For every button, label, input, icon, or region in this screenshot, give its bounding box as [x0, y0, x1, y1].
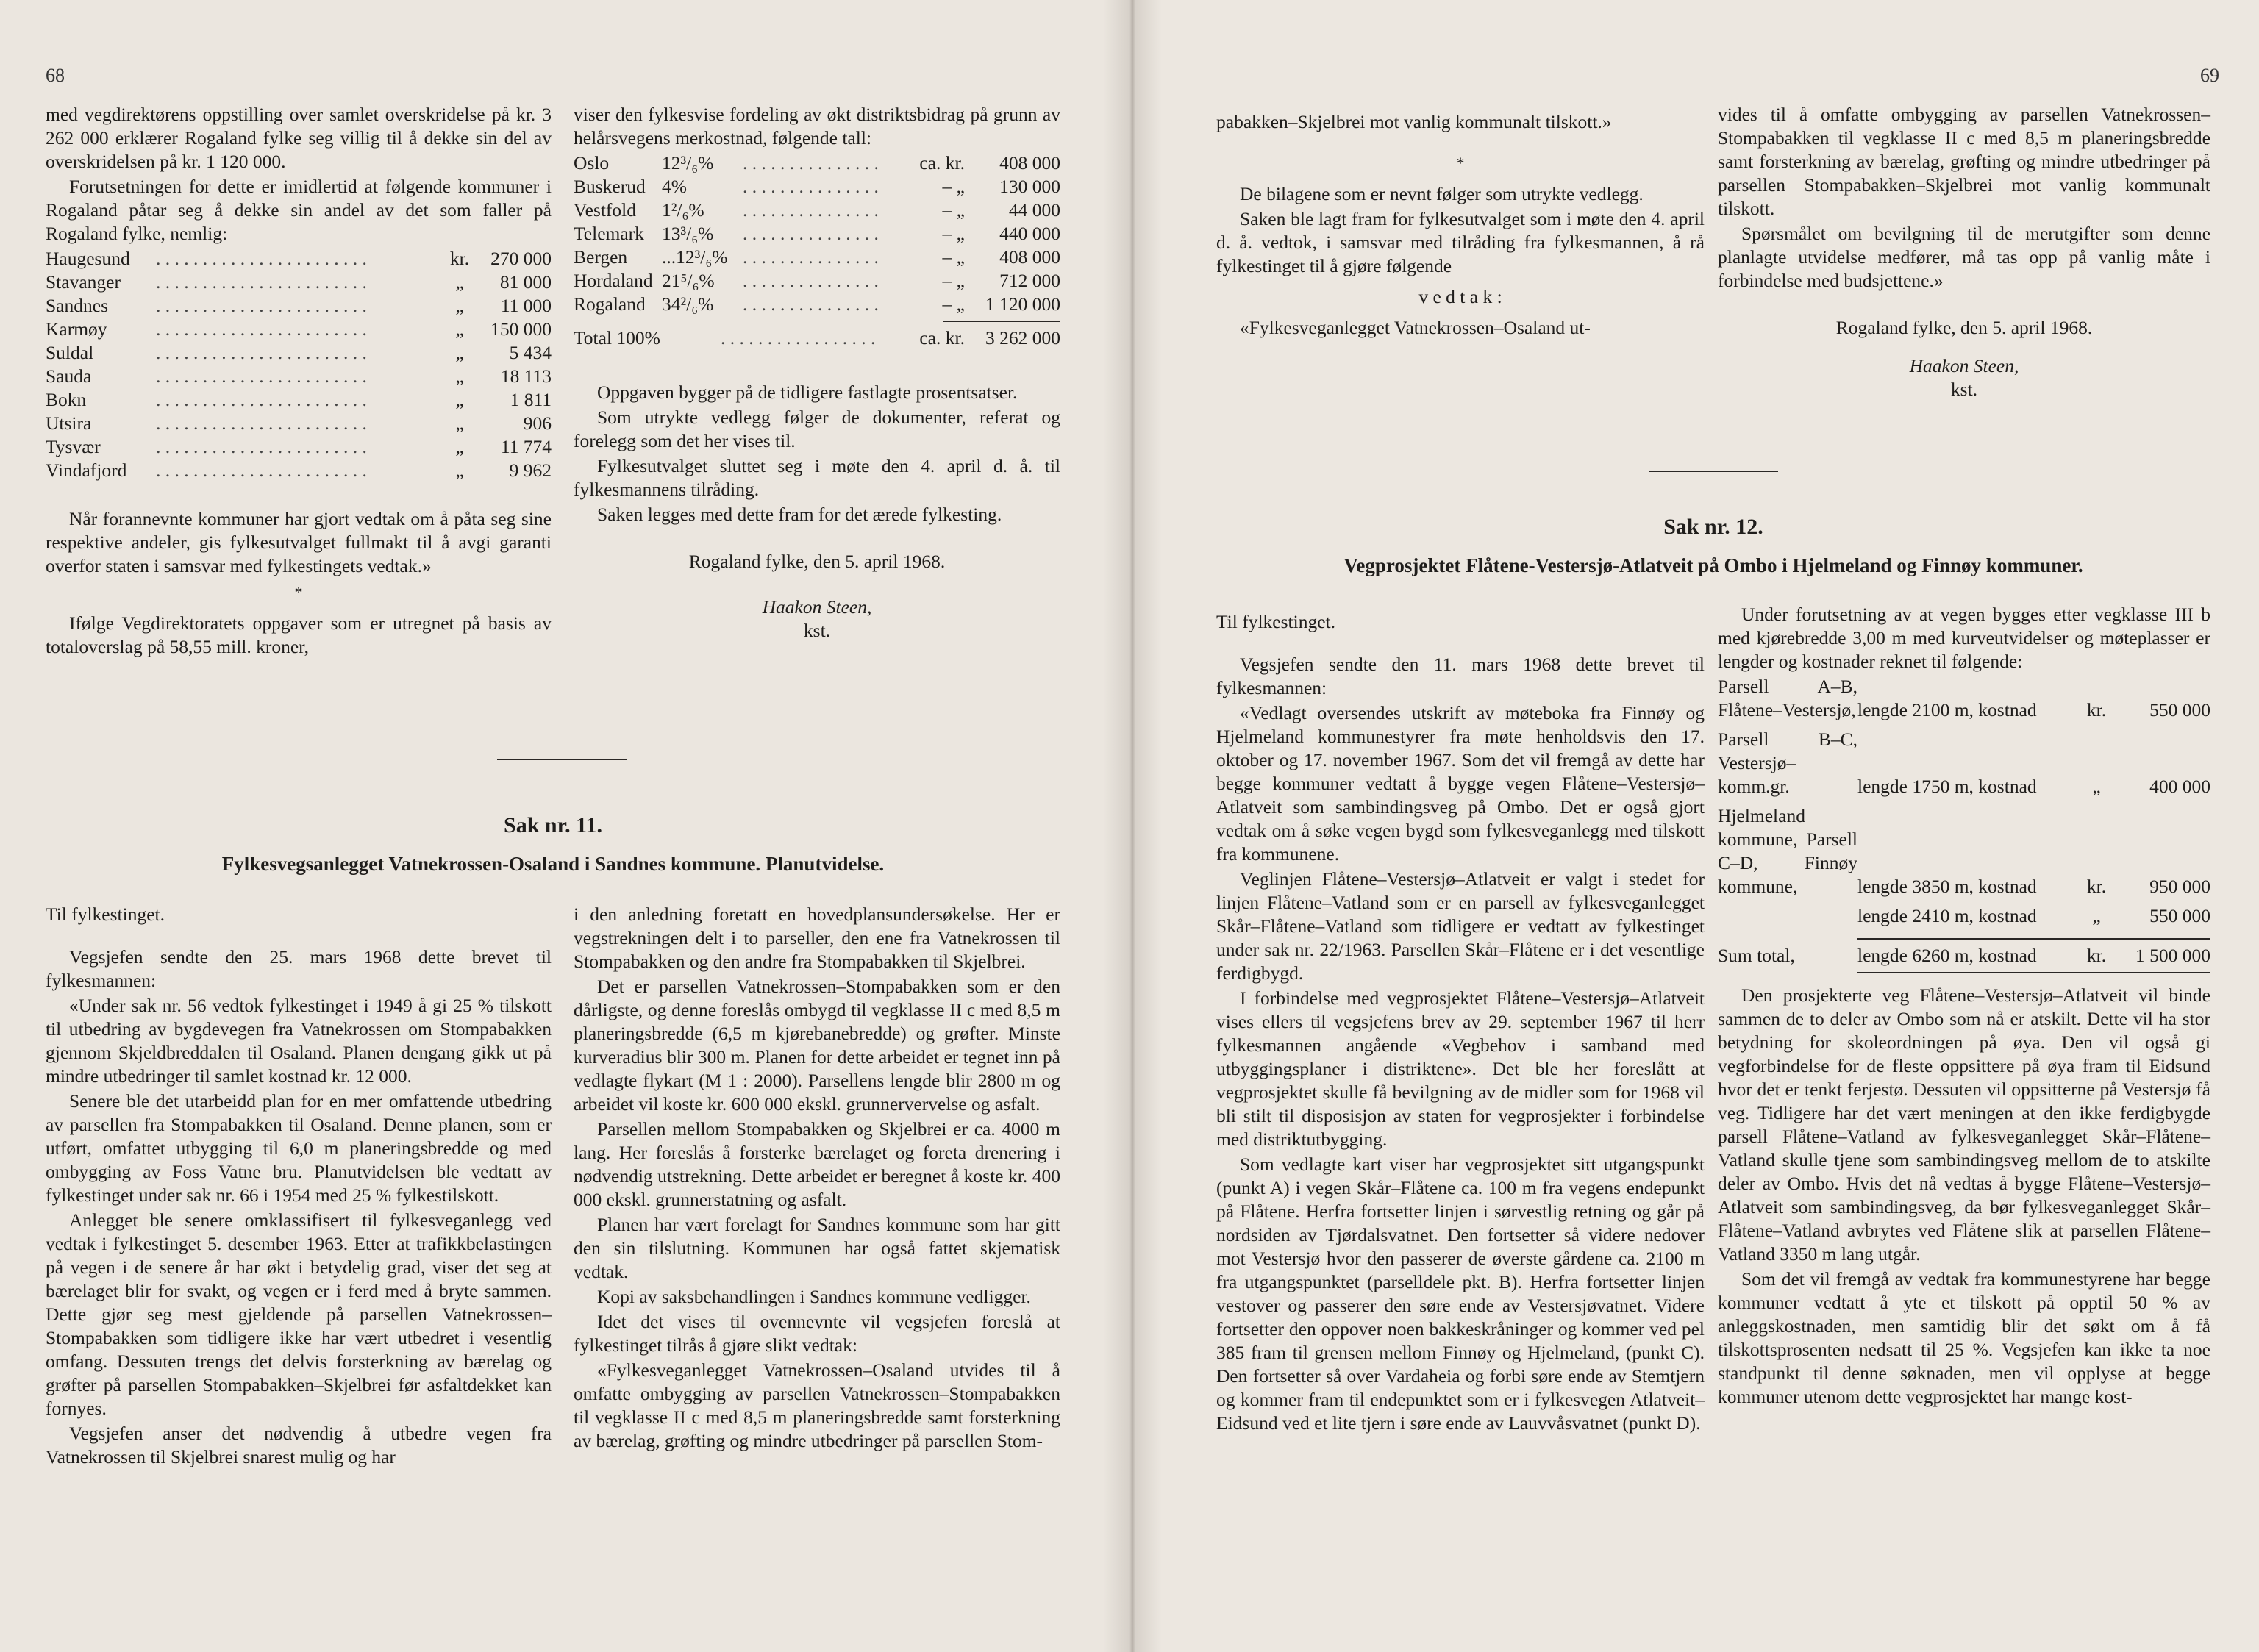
- kommune-name: Sandnes: [46, 295, 108, 316]
- right-col1-upper: [1216, 110, 1705, 341]
- total-label: Total 100%: [574, 327, 660, 348]
- paragraph: Saken ble lagt fram for fylkesutvalget som i møte den 4. april d. å. vedtok, i samsvar med tilråding fra fylkesmannen, å rå fylkestinget til å gjøre følgende: [1216, 208, 1705, 276]
- salutation: Til fylkestinget.: [46, 904, 165, 925]
- amount: 270 000: [490, 248, 552, 269]
- dot-leader: . . . . . . . . . . . . . . . . . . . . . . .: [156, 460, 367, 481]
- table-row: [46, 247, 552, 271]
- paragraph: «Vedlagt oversendes utskrift av møteboka fra Finnøy og Hjelmeland kommunestyrer fra møte henholdsvis den 17. oktober og 17. november 1967. Som det vil fremgå av dette har begge kommuner vedtatt å bygge vegen Flåtene–Vestersjø–Atlatveit som sambindingsveg på Ombo. Det er også gjort vedtak om å søke vegen bygd som fylkesveganlegg med tilskott fra kommunene.: [1216, 702, 1705, 865]
- fylke-name: Oslo: [574, 152, 610, 174]
- kommune-name: Utsira: [46, 412, 92, 434]
- percentage: 13³/₆%: [662, 223, 714, 244]
- left-col2-upper: [574, 103, 1060, 643]
- amount: 5 434: [509, 342, 552, 363]
- paragraph: Planen har vært forelagt for Sandnes kommune som har gitt den sin tilslutning. Kommunen har også fattet skjematisk vedtak.: [574, 1214, 1060, 1282]
- signature-title: kst.: [803, 620, 831, 641]
- paragraph: Under forutsetning av at vegen bygges etter vegklasse III b med kjørebredde 3,00 m med kurveutvidelser og møteplasser er lengder og kostnader reknet til følgende:: [1718, 604, 2210, 672]
- paragraph: Saken legges med dette fram for det ærede fylkesting.: [597, 504, 1002, 525]
- currency: „: [455, 436, 464, 457]
- paragraph: «Fylkesveganlegget Vatnekrossen–Osaland ut-: [1240, 317, 1591, 338]
- paragraph: Vegsjefen anser det nødvendig å utbedre vegen fra Vatnekrossen til Skjelbrei snarest mulig og har: [46, 1423, 552, 1467]
- page-number-left: 68: [46, 65, 65, 86]
- parsell-total: [1718, 944, 2210, 968]
- dot-leader: . . . . . . . . . . . . . . . . . . . . . . .: [156, 318, 367, 340]
- table-row: [46, 412, 552, 435]
- kommune-name: Sauda: [46, 365, 92, 387]
- signature: Haakon Steen,: [762, 596, 872, 618]
- dot-leader: . . . . . . . . . . . . . . . . . . . . . . .: [156, 271, 367, 293]
- percentage: 12³/₆%: [662, 152, 714, 174]
- paragraph: I forbindelse med vegprosjektet Flåtene–Vestersjø–Atlatveit vises ellers til vegsjefens brev av 29. september 1967 til herr fylkesmannen angående «Vegbehov i samband med utbyggingsplaner i distriktene». Det ble her foreslått at vegprosjektet skulle få bevilgning av de midler som for 1968 vil bli stilt til disposisjon av staten for vegprosjekter i forbindelse med distriktutbygging.: [1216, 987, 1705, 1150]
- dot-leader: . . . . . . . . . . . . . . . . . . . . . . .: [156, 342, 367, 363]
- paragraph: «Fylkesveganlegget Vatnekrossen–Osaland utvides til å omfatte ombygging av parsellen Vatnekrossen–Stompabakken til vegklasse II c med 8,5 m planeringsbredde samt forsterkning av bærelag, grøfting og mindre utbedringer på parsellen Stom-: [574, 1359, 1060, 1451]
- table-row: [1718, 904, 2210, 934]
- currency: – „: [942, 176, 965, 197]
- parsell-label: Parsell A–B, Flåtene–Vestersjø,: [1718, 676, 1857, 720]
- amount: 400 000: [2149, 776, 2210, 797]
- dot-leader: . . . . . . . . . . . . . . .: [743, 176, 879, 197]
- paragraph: i den anledning foretatt en hovedplansundersøkelse. Her er vegstrekningen delt i to parseller, den ene fra Vatnekrossen til Stompabakken og den andre fra Stompabakken til Skjelbrei.: [574, 904, 1060, 972]
- fylke-name: Vestfold: [574, 199, 636, 221]
- table-row: [1718, 675, 2210, 728]
- signature: Haakon Steen,: [1909, 355, 2019, 376]
- kommune-name: Stavanger: [46, 271, 121, 293]
- total-label: Sum total,: [1718, 945, 1795, 966]
- paragraph: med vegdirektørens oppstilling over samlet overskridelse på kr. 3 262 000 erklærer Rogaland fylke seg villig til å dekke sin del av overskridelsen på kr. 1 120 000.: [46, 104, 552, 172]
- table-row: [574, 222, 1060, 246]
- total-amount: 3 262 000: [985, 327, 1060, 348]
- dot-leader: . . . . . . . . . . . . . . .: [743, 293, 879, 315]
- right-col2-upper: [1718, 103, 2210, 401]
- parsell-label: Parsell B–C, Vestersjø–komm.gr.: [1718, 729, 1857, 797]
- currency: ca. kr.: [919, 152, 965, 174]
- paragraph: Fylkesutvalget sluttet seg i møte den 4. april d. å. til fylkesmannens tilråding.: [574, 455, 1060, 500]
- paragraph: Senere ble det utarbeidd plan for en mer omfattende utbedring av parsellen fra Stompabakken til Osaland. Denne planen, som er utført, omfattet utbygging til 6,0 m planeringsbredde og med ombygging av Foss Vatne bru. Planutvidelsen ble vedtatt av fylkestinget under sak nr. 66 i 1954 med 25 % fylkestilskott.: [46, 1090, 552, 1206]
- paragraph: Spørsmålet om bevilgning til de merutgifter som denne planlagte utvidelse medfører, må tas opp på vanlig måte i forbindelse med budsjettene.»: [1718, 223, 2210, 291]
- book-gutter: [1103, 0, 1162, 1652]
- sak11-col2: [574, 903, 1060, 1454]
- currency: „: [455, 318, 464, 340]
- paragraph: Oppgaven bygger på de tidligere fastlagte prosentsatser.: [597, 382, 1018, 403]
- dot-leader: . . . . . . . . . . . . . . . . . . . . . . .: [156, 365, 367, 387]
- percentage: 4%: [662, 176, 687, 197]
- currency: „: [455, 271, 464, 293]
- percentage: 21⁵/₆%: [662, 270, 715, 291]
- parsell-label: [1718, 904, 1857, 934]
- dot-leader: . . . . . . . . . . . . . . .: [743, 246, 879, 268]
- amount: 408 000: [999, 246, 1060, 268]
- sak11-col1: [46, 903, 552, 1470]
- sak12-col1: [1216, 610, 1705, 1437]
- kommune-table: [46, 247, 552, 482]
- amount: 11 000: [500, 295, 552, 316]
- currency: – „: [942, 246, 965, 268]
- currency: kr.: [2086, 876, 2107, 897]
- paragraph: vides til å omfatte ombygging av parsellen Vatnekrossen–Stompabakken til vegklasse II c med 8,5 m planeringsbredde samt forsterkning av bærelag, grøfting og mindre utbedringer på parsellen Stompabakken–Skjelbrei mot vanlig kommunalt tilskott.: [1718, 104, 2210, 219]
- table-row: [574, 293, 1060, 316]
- table-row: [574, 199, 1060, 222]
- table-row: [574, 246, 1060, 269]
- amount: 44 000: [1008, 199, 1060, 221]
- percentage: 1²/₆%: [662, 199, 704, 221]
- dot-leader: . . . . . . . . . . . . . . .: [743, 199, 879, 221]
- fylke-table: [574, 151, 1060, 316]
- parsell-label: Hjelmeland kommune, Parsell C–D, Finnøy kommune,: [1718, 805, 1857, 897]
- sak11-title: Sak nr. 11.: [504, 813, 602, 837]
- currency: „: [455, 295, 464, 316]
- currency: – „: [942, 270, 965, 291]
- kommune-name: Bokn: [46, 389, 87, 410]
- amount: 9 962: [509, 460, 552, 481]
- amount: 1 811: [510, 389, 552, 410]
- currency: – „: [942, 293, 965, 315]
- dot-leader: . . . . . . . . . . . . . . . . . . . . . . .: [156, 295, 367, 316]
- parsell-length: lengde 2410 m, kostnad: [1857, 905, 2037, 926]
- parsell-table: [1718, 675, 2210, 934]
- sak12-col2: [1718, 603, 2210, 1410]
- currency: kr.: [449, 248, 470, 269]
- fylke-name: Bergen: [574, 246, 628, 268]
- amount: 550 000: [2149, 699, 2210, 720]
- amount: 81 000: [499, 271, 552, 293]
- dot-leader: . . . . . . . . . . . . . . . . . . . . . . .: [156, 436, 367, 457]
- fylke-name: Rogaland: [574, 293, 646, 315]
- place-date: Rogaland fylke, den 5. april 1968.: [1835, 317, 2093, 338]
- table-row: [46, 294, 552, 318]
- currency: „: [455, 365, 464, 387]
- amount: 150 000: [490, 318, 552, 340]
- page-number-right: 69: [2200, 65, 2219, 86]
- sak12-title: Sak nr. 12.: [1663, 515, 1763, 539]
- percentage: ...12³/₆%: [662, 246, 728, 268]
- separator-star: *: [294, 583, 303, 601]
- amount: 440 000: [999, 223, 1060, 244]
- table-row: [1718, 804, 2210, 904]
- paragraph: Som det vil fremgå av vedtak fra kommunestyrene har begge kommuner vedtatt å yte et tilskott på opptil 50 % av anleggskostnaden, men samtidig blir det søkt om å få tilskottsprosenten nedsatt til 25 %. Vegsjefen kan ikke ta noe standpunkt til denne søknaden, men vil opplyse at begge kommuner utenom dette vegprosjektet har mange kost-: [1718, 1268, 2210, 1407]
- table-row: [1718, 728, 2210, 804]
- dot-leader: . . . . . . . . . . . . . . . . . . . . . . .: [156, 412, 367, 434]
- paragraph: Veglinjen Flåtene–Vestersjø–Atlatveit er valgt i stedet for linjen Flåtene–Vatland som er en parsell av fylkesveganlegget Skår–Flåtene–Vatland som tidligere er vedtatt av fylkestinget under sak nr. 22/1963. Parsellen Skår–Flåtene er i det vesentlige ferdigbygd.: [1216, 868, 1705, 984]
- currency: „: [455, 460, 464, 481]
- dot-leader: . . . . . . . . . . . . . . . . .: [721, 327, 876, 348]
- dot-leader: . . . . . . . . . . . . . . . . . . . . . . .: [156, 389, 367, 410]
- dot-leader: . . . . . . . . . . . . . . .: [743, 152, 879, 174]
- currency: „: [2092, 776, 2101, 797]
- percentage: 34²/₆%: [662, 293, 714, 315]
- paragraph: Vegsjefen sendte den 11. mars 1968 dette brevet til fylkesmannen:: [1216, 654, 1705, 698]
- paragraph: Det er parsellen Vatnekrossen–Stompabakken som er den dårligste, og denne foreslås ombygd til vegklasse II c med 8,5 m planeringsbredde (6,5 m kjørebanebredde) og grøfter. Minste kurveradius blir 300 m. Planen for dette arbeidet er tegnet inn på vedlagte flykart (M 1 : 2000). Parsellens lengde blir 2800 m og arbeidet vil koste kr. 600 000 ekskl. grunnervervelse og asfalt.: [574, 976, 1060, 1115]
- table-row: [46, 341, 552, 365]
- section-rule: [497, 759, 627, 760]
- table-row: [574, 175, 1060, 199]
- paragraph: Parsellen mellom Stompabakken og Skjelbrei er ca. 4000 m lang. Her foreslås å forsterke bærelaget og foreta drenering i nødvendig utstrekning. Dette arbeidet er beregnet å koste kr. 400 000 ekskl. grunnerstatning og asfalt.: [574, 1118, 1060, 1210]
- paragraph: Den prosjekterte veg Flåtene–Vestersjø–Atlatveit vil binde sammen de to deler av Ombo som nå er atskilt. Dette vil ha stor betydning for skoleordningen på øya. Den vil også gi vegforbindelse for de fleste oppsittere på øya fram til Eidsund hvor det er tenkt ferjestø. Dessuten vil oppsitterne på Vestersjø få veg. Tidligere har det vært meningen at den ikke ferdigbygde parsell Flåtene–Vatland av fylkesveganlegget Skår–Flåtene–Vatland skulle tjene som sambindingsveg mellom de to atskilte deler av Ombo. Hvis det nå vedtas å bygge Flåtene–Vestersjø–Atlatveit som sambindingsveg, da bør fylkesveganlegget Skår–Flåtene–Vatland avbrytes ved Flåtene slik at parsellen Flåtene–Vatland 3350 m lang utgår.: [1718, 984, 2210, 1265]
- paragraph: Som vedlagte kart viser har vegprosjektet sitt utgangspunkt (punkt A) i vegen Skår–Flåtene ca. 100 m fra vegens endepunkt på Flåtene. Herfra fortsetter linjen i sørvestlig retning og går på nordsiden av Tjørdalsvatnet. Den fortsetter så videre nedover mot Vestersjø hvor den passerer de øverste gårdene ca. 2100 m fra utgangspunktet (parselldele pkt. B). Herfra fortsetter linjen vestover og passerer den søre ende av Vestersjøvatnet. Videre fortsetter den oppover noen bakkeskråninger og kommer ved pel 385 fram til grensen mellom Finnøy og Hjelmeland, (punkt C). Den fortsetter så over Vardaheia og forbi søre ende av Stemtjern og kommer fram til endepunktet som er i fylkesvegen Atlatveit–Eidsund ved et lite tjern i søre ende av Lauvvåsvatnet (punkt D).: [1216, 1154, 1705, 1434]
- paragraph: Som utrykte vedlegg følger de dokumenter, referat og forelegg som det her vises til.: [574, 407, 1060, 451]
- paragraph: viser den fylkesvise fordeling av økt distriktsbidrag på grunn av helårsvegens merkostnad, følgende tall:: [574, 104, 1060, 149]
- parsell-length: lengde 3850 m, kostnad: [1857, 876, 2037, 897]
- sak12-subtitle: Vegprosjektet Flåtene-Vestersjø-Atlatveit på Ombo i Hjelmeland og Finnøy kommuner.: [1343, 554, 2083, 576]
- currency: kr.: [2086, 699, 2107, 720]
- total-amount: 1 500 000: [2135, 945, 2210, 966]
- paragraph: «Under sak nr. 56 vedtok fylkestinget i 1949 å gi 25 % tilskott til utbedring av bygdevegen fra Vatnekrossen om Stompabakken gjennom Skjeldbreddalen til Osaland. Planen dengang gikk ut på mindre utbedringer til samlet kostnad kr. 12 000.: [46, 995, 552, 1087]
- paragraph: Anlegget ble senere omklassifisert til fylkesveganlegg ved vedtak i fylkestinget 5. desember 1963. Etter at trafikkbelastingen på vegen i de senere år har økt i betydelig grad, viser det seg at bærelaget blir for svakt, og vegen er i ferd med å bryte sammen. Dette gjør seg mest gjeldende på parsellen Vatnekrossen–Stompabakken som tidligere ikke har vært utbedret i vesentlig omfang. Dessuten trengs det delvis forsterkning av bærelag og grøfter på parsellen Stompabakken–Skjelbrei før asfaltdekket kan fornyes.: [46, 1209, 552, 1419]
- total-currency: ca. kr.: [919, 327, 965, 348]
- dot-leader: . . . . . . . . . . . . . . .: [743, 270, 879, 291]
- kommune-name: Karmøy: [46, 318, 107, 340]
- table-row: [46, 271, 552, 294]
- table-row: [46, 459, 552, 482]
- table-row: [46, 435, 552, 459]
- right-page: [1130, 0, 2259, 1652]
- parsell-length: lengde 1750 m, kostnad: [1857, 776, 2037, 797]
- fylke-name: Telemark: [574, 223, 644, 244]
- place-date: Rogaland fylke, den 5. april 1968.: [688, 551, 946, 572]
- amount: 408 000: [999, 152, 1060, 174]
- currency: „: [455, 342, 464, 363]
- amount: 18 113: [500, 365, 552, 387]
- dot-leader: . . . . . . . . . . . . . . .: [743, 223, 879, 244]
- kommune-name: Haugesund: [46, 248, 130, 269]
- currency: – „: [942, 223, 965, 244]
- currency: „: [455, 412, 464, 434]
- paragraph: Når forannevnte kommuner har gjort vedtak om å påta seg sine respektive andeler, gis fylkesutvalget fullmakt til å avgi garanti overfor staten i samsvar med fylkestingets vedtak.»: [46, 508, 552, 576]
- fylke-total: [574, 326, 1060, 350]
- table-row: [46, 388, 552, 412]
- kommune-name: Suldal: [46, 342, 94, 363]
- vedtak-label: v e d t a k :: [1418, 286, 1502, 307]
- table-row: [46, 318, 552, 341]
- amount: 1 120 000: [985, 293, 1060, 315]
- section-rule: [1649, 471, 1778, 472]
- sak11-subtitle: Fylkesvegsanlegget Vatnekrossen-Osaland i Sandnes kommune. Planutvidelse.: [221, 853, 885, 875]
- currency: – „: [942, 199, 965, 221]
- amount: 906: [523, 412, 552, 434]
- paragraph: De bilagene som er nevnt følger som utrykte vedlegg.: [1240, 183, 1644, 204]
- kommune-name: Vindafjord: [46, 460, 127, 481]
- fylke-name: Buskerud: [574, 176, 646, 197]
- table-row: [574, 151, 1060, 175]
- dot-leader: . . . . . . . . . . . . . . . . . . . . . . .: [156, 248, 367, 269]
- kommune-name: Tysvær: [46, 436, 101, 457]
- separator-star: *: [1456, 154, 1465, 172]
- paragraph: Idet det vises til ovennevnte vil vegsjefen foreslå at fylkestinget tilrås å gjøre slikt vedtak:: [574, 1311, 1060, 1356]
- total-length: lengde 6260 m, kostnad: [1857, 945, 2037, 966]
- amount: 712 000: [999, 270, 1060, 291]
- amount: 950 000: [2149, 876, 2210, 897]
- currency: „: [2092, 905, 2101, 926]
- paragraph: Kopi av saksbehandlingen i Sandnes kommune vedligger.: [597, 1286, 1031, 1307]
- paragraph: Ifølge Vegdirektoratets oppgaver som er utregnet på basis av totaloverslag på 58,55 mill. kroner,: [46, 612, 552, 657]
- signature-title: kst.: [1950, 379, 1978, 400]
- parsell-length: lengde 2100 m, kostnad: [1857, 699, 2037, 720]
- paragraph: pabakken–Skjelbrei mot vanlig kommunalt tilskott.»: [1216, 111, 1612, 132]
- fylke-name: Hordaland: [574, 270, 653, 291]
- amount: 550 000: [2149, 905, 2210, 926]
- currency: „: [455, 389, 464, 410]
- table-row: [46, 365, 552, 388]
- paragraph: Vegsjefen sendte den 25. mars 1968 dette brevet til fylkesmannen:: [46, 946, 552, 991]
- total-currency: kr.: [2086, 945, 2107, 966]
- table-row: [574, 269, 1060, 293]
- salutation: Til fylkestinget.: [1216, 611, 1335, 632]
- amount: 130 000: [999, 176, 1060, 197]
- paragraph: Forutsetningen for dette er imidlertid at følgende kommuner i Rogaland påtar seg å dekke sin andel av det som faller på Rogaland fylke, nemlig:: [46, 176, 552, 244]
- amount: 11 774: [500, 436, 552, 457]
- left-col1-upper: [46, 103, 552, 660]
